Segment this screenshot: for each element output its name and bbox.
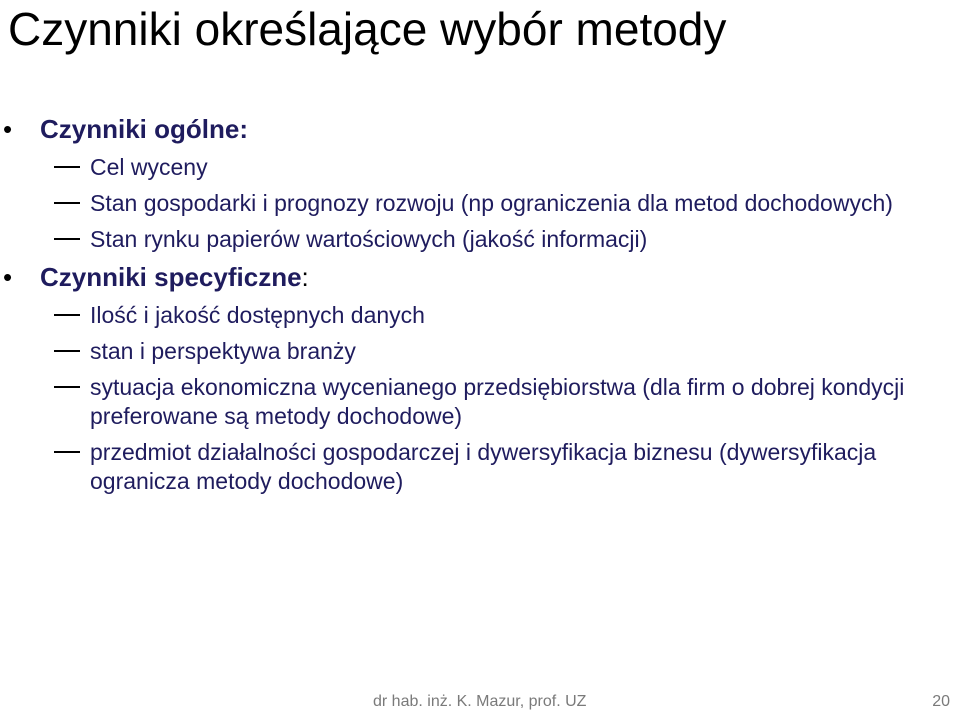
section-heading-text: Czynniki ogólne (40, 114, 240, 144)
list-item-text: Ilość i jakość dostępnych danych (90, 302, 425, 328)
section-heading-suffix: : (301, 262, 309, 292)
dash-icon (54, 202, 80, 204)
section-heading-specific (0, 261, 960, 293)
list-item-text: Stan gospodarki i prognozy rozwoju (np ograniczenia dla metod dochodowych) (90, 190, 893, 216)
list-item (0, 189, 950, 218)
section-heading-text: Czynniki specyficzne (40, 262, 302, 292)
page-number: 20 (932, 693, 950, 710)
list-item-text: przedmiot działalności gospodarczej i dywersyfikacja biznesu (dywersyfikacja ogranicza metody dochodowe) (90, 439, 877, 494)
list-item-text: Stan rynku papierów wartościowych (jakość informacji) (90, 226, 648, 252)
slide-footer: dr hab. inż. K. Mazur, prof. UZ (373, 693, 587, 710)
dash-icon (54, 166, 80, 168)
list-item-text: sytuacja ekonomiczna wycenianego przedsiębiorstwa (dla firm o dobrej kondycji preferowane są metody dochodowe) (90, 374, 905, 429)
dash-icon (54, 238, 80, 240)
list-item-text: Cel wyceny (90, 154, 208, 180)
slide-content (0, 113, 960, 503)
list-item-text: stan i perspektywa branży (90, 338, 356, 364)
dash-icon (54, 314, 80, 316)
dash-icon (54, 386, 80, 388)
bullet-icon: • (3, 114, 13, 144)
section-heading-suffix: : (239, 114, 249, 144)
list-item (0, 373, 950, 431)
bullet-icon: • (3, 262, 13, 292)
slide-title: Czynniki określające wybór metody (8, 3, 727, 55)
list-item (0, 225, 950, 254)
list-item (0, 438, 950, 496)
dash-icon (54, 451, 80, 453)
list-item (0, 337, 950, 366)
list-item (0, 301, 950, 330)
section-heading-general (0, 113, 960, 145)
dash-icon (54, 350, 80, 352)
list-item (0, 153, 950, 182)
